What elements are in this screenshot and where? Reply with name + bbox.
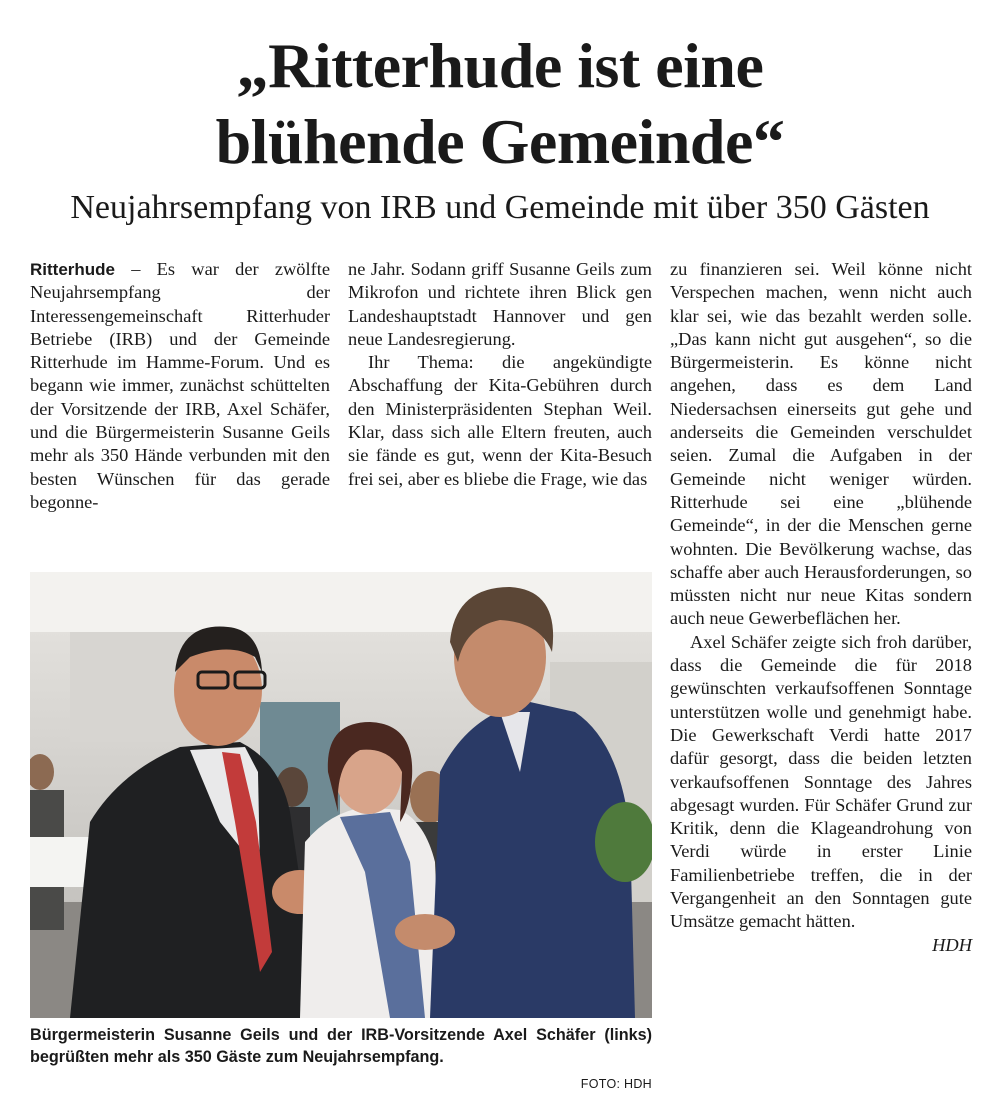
paragraph-1-text: – Es war der zwölfte Neujahrsempfang der Interessengemeinschaft Ritterhuder Betriebe (IRB) und der Gemeinde Ritterhude im Hamme-Forum. Und es begann wie immer, zunächst schüttelten der Vorsitzende der IRB, Axel Schäfer, und die Bürgermeisterin Susanne Geils mehr als 350 Hände verbunden mit den besten Wünschen für das gerade begonne- (30, 259, 330, 512)
headline-line-1: „Ritterhude ist eine (236, 30, 764, 101)
headline (0, 28, 1000, 180)
paragraph-3: Ihr Thema: die angekündigte Abschaffung der Kita-Gebühren durch den Ministerpräsidenten Stephan Weil. Klar, dass sich alle Eltern freuten, auch sie fände es gut, wenn der Kita-Besuch frei sei, aber es bliebe die Frage, wie das (348, 352, 652, 489)
dateline: Ritterhude (30, 260, 115, 279)
article-photo (30, 572, 652, 1018)
photo-illustration (30, 572, 652, 1018)
paragraph-1 (30, 258, 330, 514)
article-column-2 (348, 258, 652, 491)
photo-caption: Bürgermeisterin Susanne Geils und der IRB-Vorsitzende Axel Schäfer (links) begrüßten mehr als 350 Gäste zum Neujahrsempfang. (30, 1026, 652, 1066)
subheadline: Neujahrsempfang von IRB und Gemeinde mit über 350 Gästen (70, 189, 930, 226)
headline-line-2: blühende Gemeinde“ (215, 106, 785, 177)
article-column-3 (670, 258, 972, 957)
paragraph-2: ne Jahr. Sodann griff Susanne Geils zum Mikrofon und richtete ihren Blick gen Landeshauptstadt Hannover und gen neue Landesregierung. (348, 259, 652, 349)
author-initials: HDH (932, 934, 972, 955)
article-column-1 (30, 258, 330, 514)
photo-credit: FOTO: HDH (580, 1077, 652, 1091)
paragraph-5: Axel Schäfer zeigte sich froh darüber, dass die Gemeinde die für 2018 gewünschten verkaufsoffenen Sonntage unterstützen wolle und genehmigt habe. Die Gewerkschaft Verdi hatte 2017 dafür gesorgt, dass die beiden letzten verkaufsoffenen Sonntage des Jahres abgesagt wurden. Für Schäfer Grund zur Kritik, denn die Klageandrohung von Verdi würde in erster Linie Familienbetriebe treffen, die in der Vergangenheit an den Sonntagen gute Umsätze gemacht hätten. (670, 631, 972, 932)
paragraph-4: zu finanzieren sei. Weil könne nicht Verspechen machen, wenn nicht auch klar sei, wie das bezahlt werden solle. „Das kann nicht gut ausgehen“, so die Bürgermeisterin. Es könne nicht angehen, dass es dem Land Niedersachsen einerseits gut gehe und anderseits die Gemeinden verschuldet seien. Zumal die Aufgaben in der Gemeinde nicht weniger würden. Ritterhude sei eine „blühende Gemeinde“, in der die Menschen gerne wohnten. Die Bevölkerung wachse, das schaffe aber auch Herausforderungen, so müssten nicht nur neue Kitas sondern auch neue Gewerbeflächen her. (670, 259, 972, 629)
